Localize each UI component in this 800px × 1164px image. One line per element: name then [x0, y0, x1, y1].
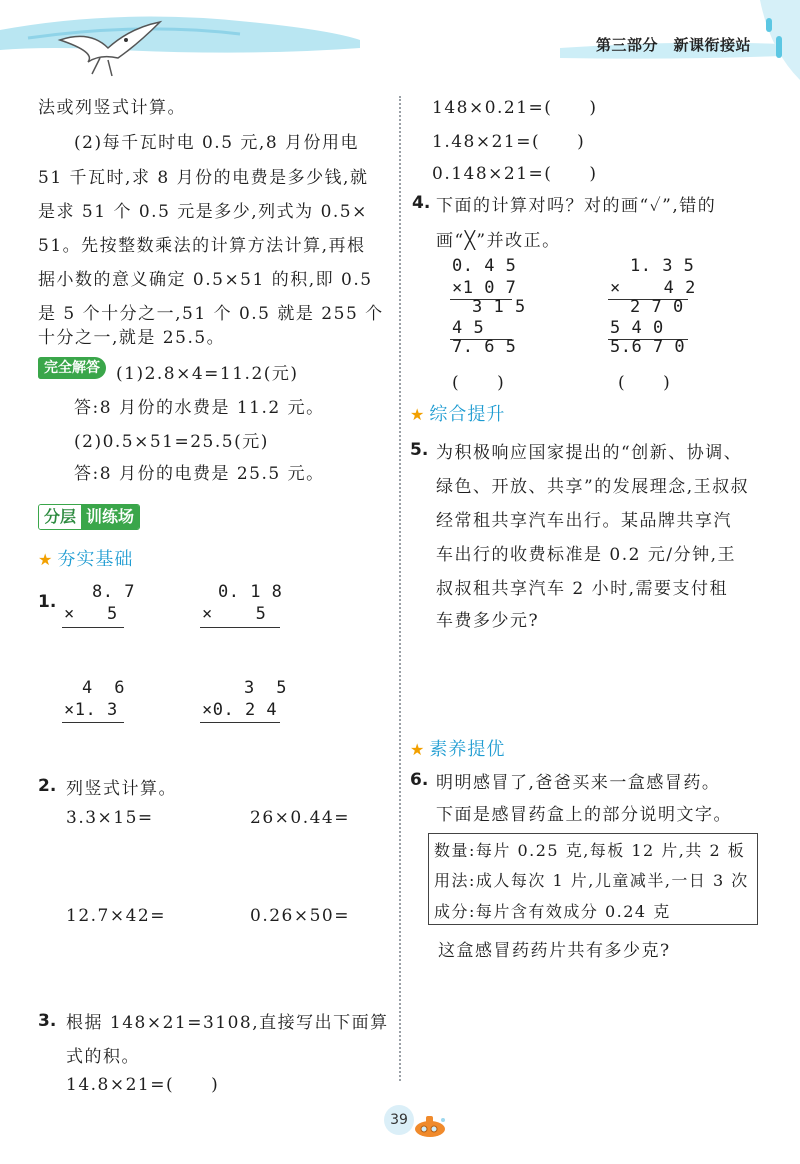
- label-line: 用法:成人每次 1 片,儿童减半,一日 3 次: [434, 871, 749, 890]
- calc-rule: [62, 722, 124, 723]
- question-text: 绿色、开放、共享”的发展理念,王叔叔: [436, 477, 750, 497]
- vertical-calc-row: ×1 0 7: [452, 278, 517, 298]
- answer-badge: 完全解答: [38, 357, 106, 379]
- problem: 26×0.44=: [250, 808, 350, 828]
- question-text: 下面是感冒药盒上的部分说明文字。: [436, 805, 732, 825]
- label-line: 成分:每片含有效成分 0.24 克: [434, 902, 671, 921]
- answer-line: (2)0.5×51=25.5(元): [74, 432, 269, 452]
- vertical-calc-row: 7. 6 5: [452, 337, 517, 357]
- section-basic: ★ 夯实基础: [38, 549, 134, 570]
- header-title: 第三部分 新课衔接站: [596, 36, 752, 54]
- label-line: 数量:每片 0.25 克,每板 12 片,共 2 板: [434, 841, 746, 860]
- question-text: 经常租共享汽车出行。某品牌共享汽: [436, 511, 732, 531]
- calc-rule: [62, 627, 124, 628]
- star-icon: ★: [38, 550, 54, 569]
- problem: 3.3×15=: [66, 808, 154, 828]
- vertical-calc-row: 5 4 0: [610, 318, 664, 338]
- explanation-line: 51。先按整数乘法的计算方法计算,再根: [38, 236, 366, 256]
- question-number: 1.: [38, 592, 57, 612]
- problem: 0.26×50=: [250, 906, 350, 926]
- question-number: 5.: [410, 440, 429, 460]
- training-badge-part2: 训练场: [81, 505, 139, 529]
- vertical-calc-top: 8. 7: [92, 582, 135, 602]
- vertical-calc-bottom: ×1. 3: [64, 700, 118, 720]
- question-text: 画“╳”并改正。: [436, 231, 561, 251]
- submarine-icon: [410, 1112, 450, 1140]
- answer-line: 答:8 月份的水费是 11.2 元。: [74, 398, 325, 418]
- explanation-line: 是 5 个十分之一,51 个 0.5 就是 255 个: [38, 304, 384, 324]
- problem: 12.7×42=: [66, 906, 166, 926]
- header-decor: [766, 18, 772, 32]
- star-icon: ★: [410, 740, 426, 759]
- question-text: 这盒感冒药药片共有多少克?: [438, 941, 671, 961]
- question-text: 列竖式计算。: [66, 779, 177, 799]
- vertical-calc-bottom: × 5: [64, 604, 118, 624]
- question-number: 6.: [410, 770, 429, 790]
- vertical-calc-row: 3 1 5: [472, 297, 526, 317]
- problem: 0.148×21=( ): [432, 164, 598, 184]
- problem: 148×0.21=( ): [432, 98, 598, 118]
- answer-line: 答:8 月份的电费是 25.5 元。: [74, 464, 325, 484]
- explanation-line: 法或列竖式计算。: [38, 98, 186, 118]
- question-number: 2.: [38, 776, 57, 796]
- question-text: 车费多少元?: [436, 611, 540, 631]
- explanation-line: 51 千瓦时,求 8 月份的电费是多少钱,就: [38, 168, 369, 188]
- vertical-calc-row: 2 7 0: [630, 297, 684, 317]
- explanation-line: 据小数的意义确定 0.5×51 的积,即 0.5: [38, 270, 373, 290]
- problem: 1.48×21=( ): [432, 132, 586, 152]
- vertical-calc-row: 0. 4 5: [452, 256, 517, 276]
- question-text: 车出行的收费标准是 0.2 元/分钟,王: [436, 545, 736, 565]
- question-number: 3.: [38, 1011, 57, 1031]
- calc-rule: [200, 722, 280, 723]
- vertical-calc-top: 3 5: [244, 678, 287, 698]
- answer-blank[interactable]: ( ): [618, 373, 672, 393]
- vertical-calc-top: 4 6: [82, 678, 125, 698]
- question-text: 式的积。: [66, 1047, 140, 1067]
- explanation-line: (2)每千瓦时电 0.5 元,8 月份用电: [74, 133, 360, 153]
- explanation-line: 是求 51 个 0.5 元是多少,列式为 0.5×: [38, 202, 368, 222]
- column-divider: [399, 96, 401, 1081]
- question-text: 根据 148×21=3108,直接写出下面算: [66, 1013, 389, 1033]
- question-number: 4.: [412, 193, 431, 213]
- vertical-calc-row: 5.6 7 0: [610, 337, 686, 357]
- calc-rule: [200, 627, 280, 628]
- question-text: 为积极响应国家提出的“创新、协调、: [436, 443, 743, 463]
- question-text: 明明感冒了,爸爸买来一盒感冒药。: [436, 773, 721, 793]
- explanation-line: 十分之一,就是 25.5。: [38, 328, 226, 348]
- vertical-calc-row: 1. 3 5: [630, 256, 695, 276]
- vertical-calc-bottom: × 5: [202, 604, 267, 624]
- training-badge-part1: 分层: [39, 505, 81, 529]
- section-comprehensive: ★ 综合提升: [410, 404, 506, 425]
- header-decor: [776, 36, 782, 58]
- section-literacy: ★ 素养提优: [410, 739, 506, 760]
- vertical-calc-row: × 4 2: [610, 278, 696, 298]
- question-text: 下面的计算对吗？对的画“✓”,错的: [436, 196, 717, 216]
- question-text: 叔叔租共享汽车 2 小时,需要支付租: [436, 579, 729, 599]
- star-icon: ★: [410, 405, 426, 424]
- vertical-calc-top: 0. 1 8: [218, 582, 283, 602]
- answer-line: (1)2.8×4=11.2(元): [116, 364, 299, 384]
- vertical-calc-bottom: ×0. 2 4: [202, 700, 278, 720]
- training-badge: [38, 504, 140, 530]
- vertical-calc-row: 4 5: [452, 318, 485, 338]
- page-number: 39: [384, 1105, 414, 1135]
- problem: 14.8×21=( ): [66, 1075, 220, 1095]
- answer-blank[interactable]: ( ): [452, 373, 506, 393]
